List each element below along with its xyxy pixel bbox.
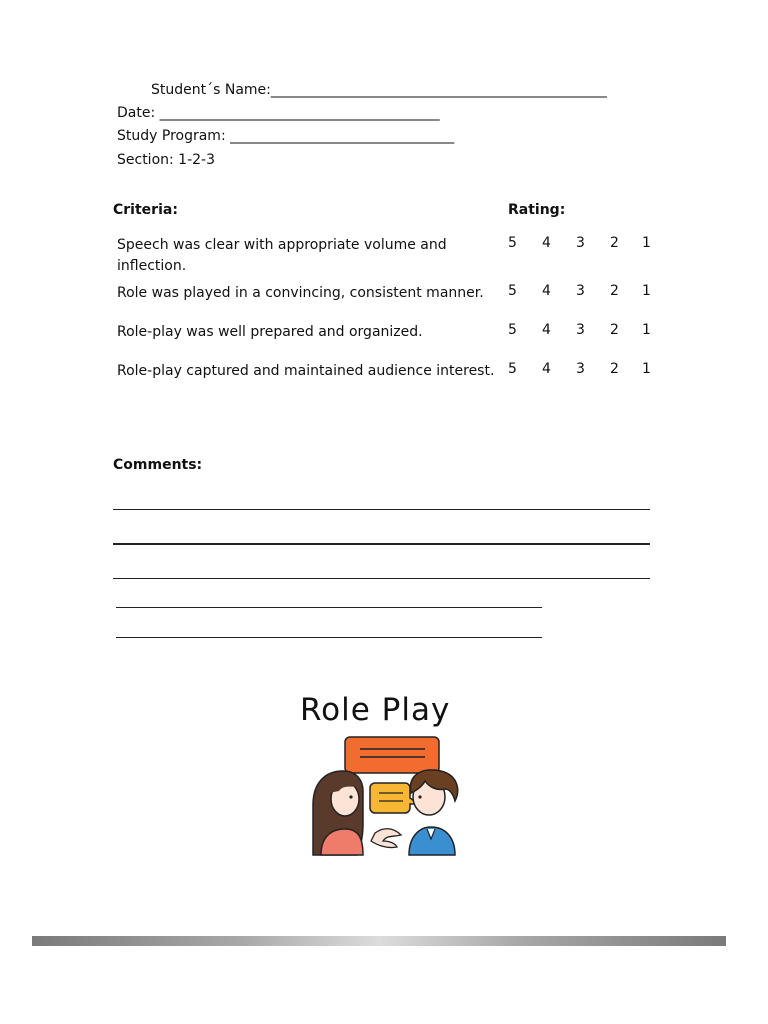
rating-4: 4: [542, 235, 551, 251]
role-play-illustration: [305, 735, 465, 857]
criteria-row-2-text: Role was played in a convincing, consistent manner.: [117, 285, 484, 301]
criteria-row-3-text: Role-play was well prepared and organized.: [117, 324, 423, 340]
student-name-field: Student´s Name:________________________________________________: [151, 82, 607, 98]
criteria-row-1-text: Speech was clear with appropriate volume and inflection.: [117, 237, 447, 274]
rating-1: 1: [642, 235, 651, 251]
comment-line-3: [113, 578, 650, 579]
comment-line-1: [113, 509, 650, 510]
date-field: Date: ________________________________________: [117, 105, 440, 121]
rating-1: 1: [642, 322, 651, 338]
criteria-heading: Criteria:: [113, 202, 178, 218]
rating-3: 3: [576, 322, 585, 338]
rating-2: 2: [610, 322, 619, 338]
footer-gradient-bar: [32, 936, 726, 946]
rating-2: 2: [610, 361, 619, 377]
section-field: Section: 1-2-3: [117, 152, 216, 168]
study-program-field: Study Program: ________________________________: [117, 128, 455, 144]
comment-line-5: [116, 637, 542, 638]
rating-2: 2: [610, 283, 619, 299]
rating-heading: Rating:: [508, 202, 566, 218]
rating-1: 1: [642, 361, 651, 377]
rating-5: 5: [508, 235, 517, 251]
criteria-row-4-text: Role-play captured and maintained audience interest.: [117, 363, 495, 379]
rating-5: 5: [508, 361, 517, 377]
comment-line-2: [113, 543, 650, 545]
rating-3: 3: [576, 283, 585, 299]
rating-4: 4: [542, 361, 551, 377]
girl-figure-icon: [313, 771, 363, 855]
rating-4: 4: [542, 283, 551, 299]
role-play-title: Role Play: [300, 692, 451, 728]
rating-5: 5: [508, 283, 517, 299]
comment-line-4: [116, 607, 542, 608]
rating-1: 1: [642, 283, 651, 299]
orange-speech-bubble-icon: [345, 737, 439, 773]
comments-heading: Comments:: [113, 457, 203, 473]
rating-3: 3: [576, 361, 585, 377]
rating-4: 4: [542, 322, 551, 338]
rating-2: 2: [610, 235, 619, 251]
rating-3: 3: [576, 235, 585, 251]
rating-5: 5: [508, 322, 517, 338]
